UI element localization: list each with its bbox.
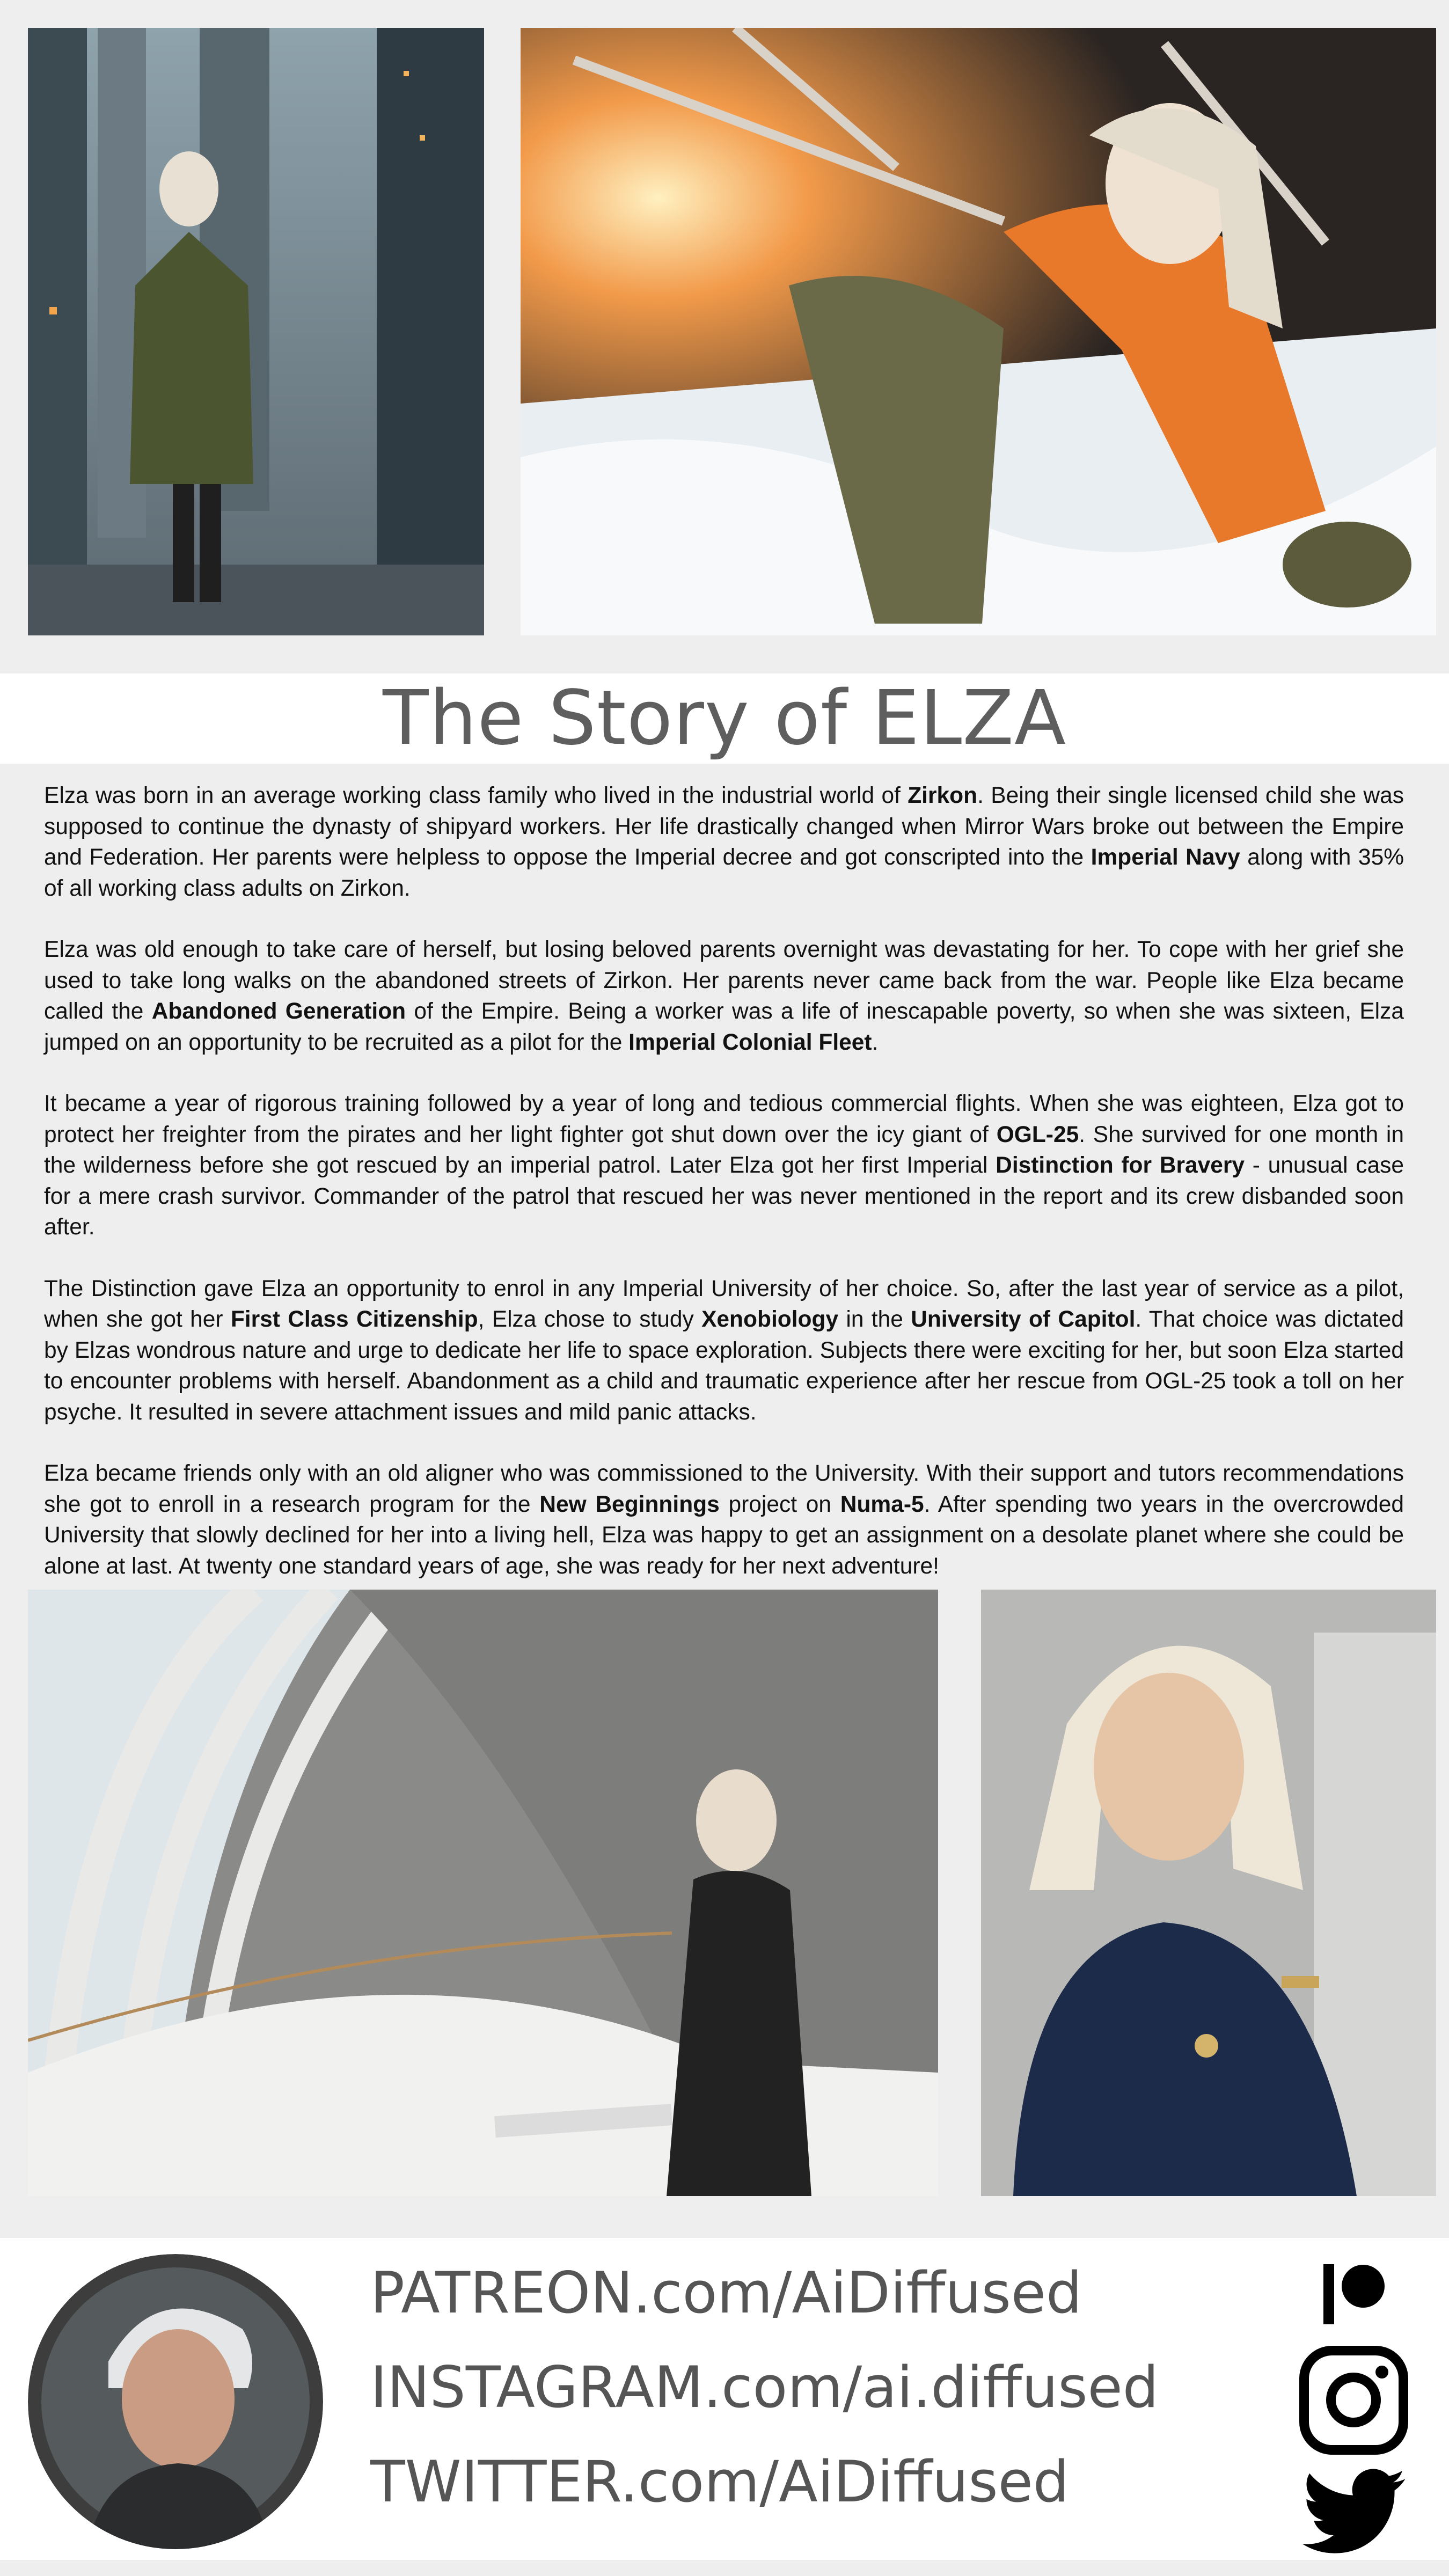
instagram-icon[interactable] xyxy=(1299,2345,1409,2455)
page-title: The Story of ELZA xyxy=(383,675,1066,762)
title-band xyxy=(0,674,1449,764)
twitter-icon[interactable] xyxy=(1301,2469,1406,2555)
story-paragraph-1: Elza was born in an average working class family who lived in the industrial world of Zirkon. Being their single licensed child she was supposed to continue the dynasty of shipyard workers. Her life drastically changed when Mirror Wars broke out between the Empire and Federation. Her parents were helpless to oppose the Imperial decree and got conscripted into the Imperial Navy along with 35% of all working class adults on Zirkon. xyxy=(44,783,1404,901)
twitter-link[interactable]: TWITTER.com/AiDiffused xyxy=(370,2449,1070,2515)
patreon-link[interactable]: PATREON.com/AiDiffused xyxy=(370,2260,1082,2326)
photo-uniform-portrait xyxy=(981,1590,1436,2196)
story-text xyxy=(44,780,1404,1612)
story-paragraph-5: Elza became friends only with an old aligner who was commissioned to the University. With their support and tutors recommendations she got to enroll in a research program for the New Beginnings project on Numa-5. After spending two years in the overcrowded University that slowly declined for her into a living hell, Elza was happy to get an assignment on a desolate planet where she could be alone at last. At twenty one standard years of age, she was ready for her next adventure! xyxy=(44,1461,1404,1579)
instagram-link[interactable]: INSTAGRAM.com/ai.diffused xyxy=(370,2354,1159,2420)
story-paragraph-2: Elza was old enough to take care of herself, but losing beloved parents overnight was devastating for her. To cope with her grief she used to take long walks on the abandoned streets of Zirkon. Her parents never came back from the war. People like Elza became called the Abandoned Generation of the Empire. Being a worker was a life of inescapable poverty, so when she was sixteen, Elza jumped on an opportunity to be recruited as a pilot for the Imperial Colonial Fleet. xyxy=(44,937,1404,1055)
patreon-icon[interactable] xyxy=(1320,2262,1390,2326)
story-paragraph-3: It became a year of rigorous training followed by a year of long and tedious commercial flights. When she was eighteen, Elza got to protect her freighter from the pirates and her light fighter got shut down over the icy giant of OGL-25. She survived for one month in the wilderness before she got rescued by an imperial patrol. Later Elza got her first Imperial Distinction for Bravery - unusual case for a mere crash survivor. Commander of the patrol that rescued her was never mentioned in the report and its crew disbanded soon after. xyxy=(44,1091,1404,1240)
photo-atrium-sitting xyxy=(28,1590,938,2196)
photo-city-walk xyxy=(28,28,484,635)
author-avatar xyxy=(28,2254,323,2549)
story-paragraph-4: The Distinction gave Elza an opportunity to enrol in any Imperial University of her choice. So, after the last year of service as a pilot, when she got her First Class Citizenship, Elza chose to study Xenobiology in the University of Capitol. That choice was dictated by Elzas wondrous nature and urge to dedicate her life to space exploration. Subjects there were exciting for her, but soon Elza started to encounter problems with herself. Abandonment as a child and traumatic experience after her rescue from OGL-25 took a toll on her psyche. It resulted in severe attachment issues and mild panic attacks. xyxy=(44,1276,1404,1425)
social-footer xyxy=(0,2238,1449,2560)
photo-snow-crawl xyxy=(521,28,1436,635)
